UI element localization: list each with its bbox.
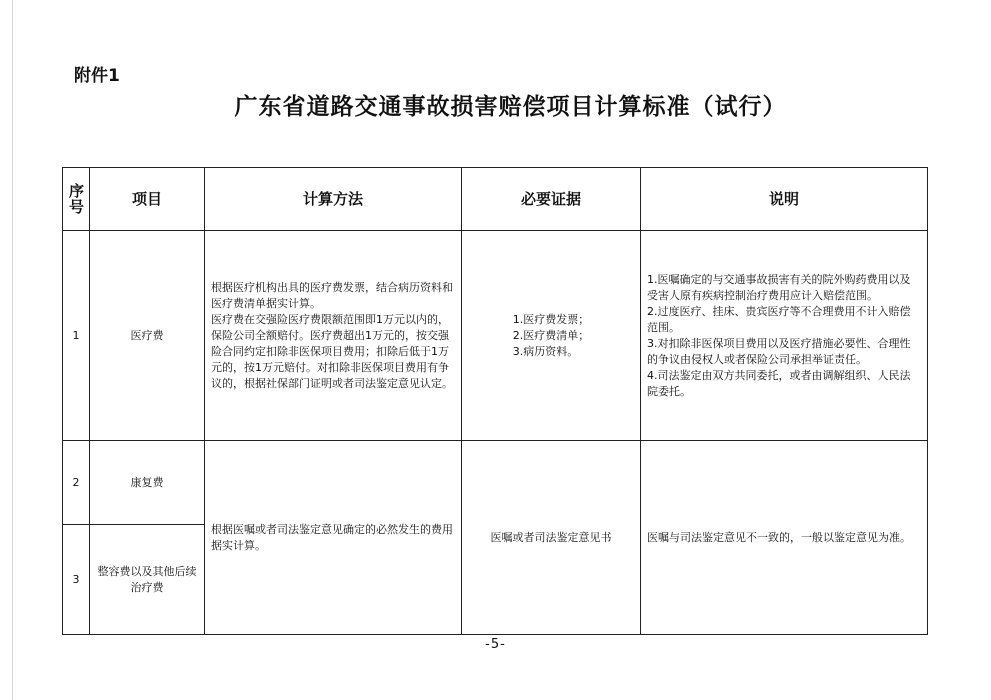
document-title: 广东省道路交通事故损害赔偿项目计算标准（试行） — [234, 94, 787, 120]
header-evidence: 必要证据 — [462, 168, 641, 231]
row-1-evidence-item: 1.医疗费发票； — [512, 312, 590, 326]
row-1-note-item: 4.司法鉴定由双方共同委托，或者由调解组织、人民法院委托。 — [647, 368, 911, 398]
table-row — [63, 441, 928, 525]
compensation-table — [62, 167, 928, 635]
row-1-evidence-item: 3.病历资料。 — [512, 344, 579, 358]
row-1-item: 医疗费 — [90, 231, 205, 441]
row-1-evidence — [462, 231, 641, 441]
row-3-seq: 3 — [63, 525, 90, 635]
rows-2-3-method: 根据医嘱或者司法鉴定意见确定的必然发生的费用据实计算。 — [205, 441, 462, 635]
page-number: -5- — [485, 637, 506, 652]
row-1-note — [641, 231, 928, 441]
row-1-method-para-2: 医疗费在交强险医疗费限额范围即1万元以内的，保险公司全额赔付。医疗费超出1万元的，按交强险合同约定扣除非医保项目费用；扣除后低于1万元的，按1万元赔付。对扣除非医保项目费用有争议的，根据社保部门证明或者司法鉴定意见认定。 — [211, 312, 453, 390]
attachment-label: 附件1 — [74, 66, 120, 86]
header-seq: 序号 — [63, 168, 90, 231]
row-2-seq: 2 — [63, 441, 90, 525]
row-1-evidence-item: 2.医疗费清单； — [512, 328, 590, 342]
row-1-note-item: 3.对扣除非医保项目费用以及医疗措施必要性、合理性的争议由侵权人或者保险公司承担举证责任。 — [647, 336, 911, 366]
header-item: 项目 — [90, 168, 205, 231]
rows-2-3-evidence: 医嘱或者司法鉴定意见书 — [462, 441, 641, 635]
table-header-row — [63, 168, 928, 231]
header-note: 说明 — [641, 168, 928, 231]
row-2-item: 康复费 — [90, 441, 205, 525]
row-1-method-para-1: 根据医疗机构出具的医疗费发票，结合病历资料和医疗费清单据实计算。 — [211, 280, 453, 310]
row-1-method — [205, 231, 462, 441]
row-1-seq: 1 — [63, 231, 90, 441]
header-method: 计算方法 — [205, 168, 462, 231]
row-1-note-item: 1.医嘱确定的与交通事故损害有关的院外购药费用以及受害人原有疾病控制治疗费用应计入赔偿范围。 — [647, 272, 911, 302]
row-1-note-item: 2.过度医疗、挂床、贵宾医疗等不合理费用不计入赔偿范围。 — [647, 304, 911, 334]
row-3-item: 整容费以及其他后续治疗费 — [90, 525, 205, 635]
table-row — [63, 231, 928, 441]
rows-2-3-note: 医嘱与司法鉴定意见不一致的，一般以鉴定意见为准。 — [641, 441, 928, 635]
